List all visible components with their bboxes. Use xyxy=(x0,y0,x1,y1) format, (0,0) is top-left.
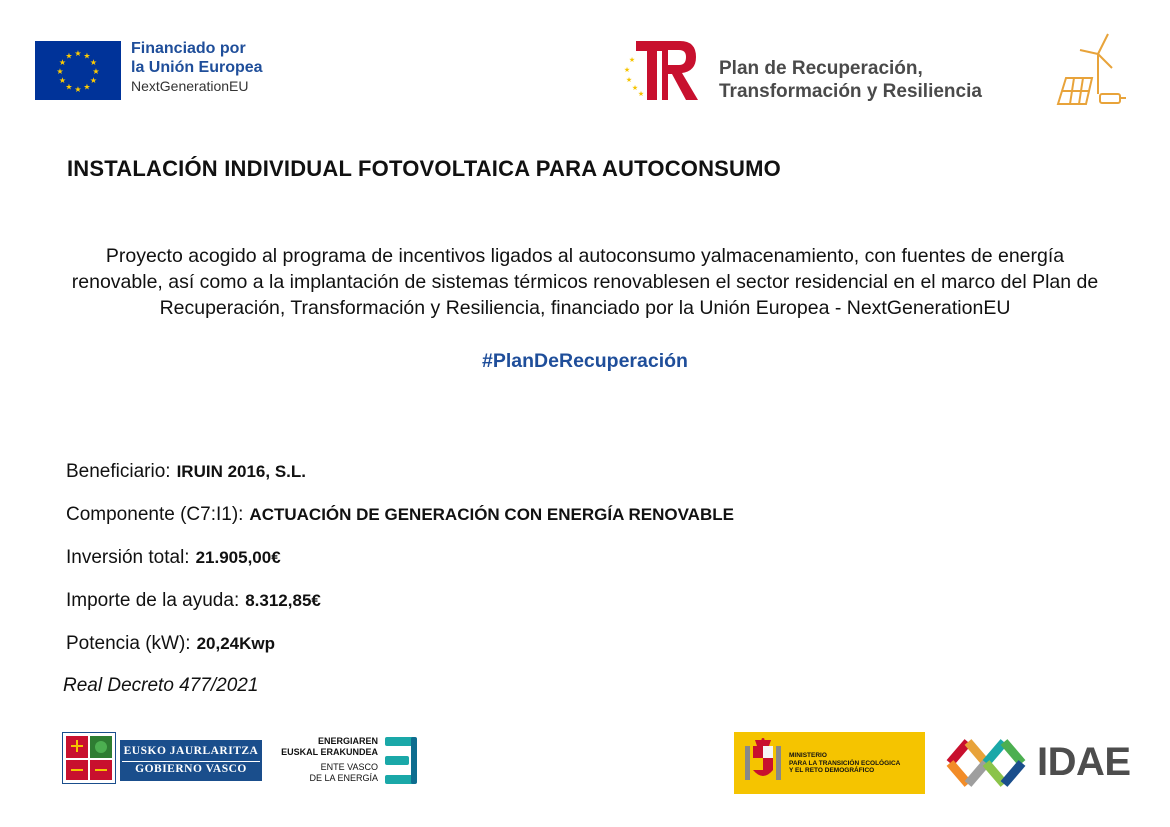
svg-text:★: ★ xyxy=(58,76,67,85)
plan-line: Transformación y Resiliencia xyxy=(719,81,982,102)
svg-text:★: ★ xyxy=(89,58,98,67)
plan-recuperacion-text xyxy=(719,57,982,103)
eve-logo-text xyxy=(270,736,378,783)
eve-line: ENTE VASCO xyxy=(320,762,378,772)
real-decreto: Real Decreto 477/2021 xyxy=(63,675,259,696)
hashtag: #PlanDeRecuperación xyxy=(482,350,688,372)
eu-nextgen-line: NextGenerationEU xyxy=(131,78,249,94)
field-value: ACTUACIÓN DE GENERACIÓN CON ENERGÍA RENOVABLE xyxy=(249,505,734,524)
field-value: IRUIN 2016, S.L. xyxy=(176,462,306,481)
field-beneficiario xyxy=(66,461,306,483)
svg-text:★: ★ xyxy=(58,58,67,67)
page-title: INSTALACIÓN INDIVIDUAL FOTOVOLTAICA PARA AUTOCONSUMO xyxy=(67,156,781,181)
field-label: Componente (C7:I1): xyxy=(66,504,244,525)
field-label: Beneficiario: xyxy=(66,461,171,482)
field-label: Potencia (kW): xyxy=(66,633,191,654)
svg-text:★: ★ xyxy=(83,51,91,61)
plan-recuperacion-logo-icon xyxy=(622,40,702,102)
field-potencia xyxy=(66,633,275,655)
svg-text:★: ★ xyxy=(83,82,91,92)
field-label: Inversión total: xyxy=(66,547,190,568)
field-inversion xyxy=(66,547,281,569)
svg-text:★: ★ xyxy=(56,67,64,76)
svg-text:★: ★ xyxy=(625,76,633,84)
ministerio-text xyxy=(789,752,900,775)
gv-line: EUSKO JAURLARITZA xyxy=(123,745,259,757)
eu-flag-icon xyxy=(35,41,121,100)
eu-funding-line: la Unión Europea xyxy=(131,59,263,76)
svg-text:★: ★ xyxy=(628,56,636,64)
field-value: 8.312,85€ xyxy=(245,591,321,610)
eu-funding-text xyxy=(131,39,263,96)
svg-text:★: ★ xyxy=(623,66,631,74)
plan-line: Plan de Recuperación, xyxy=(719,58,923,79)
svg-text:★: ★ xyxy=(89,76,98,85)
svg-text:★: ★ xyxy=(65,51,73,61)
svg-text:★: ★ xyxy=(74,85,82,94)
field-importe xyxy=(66,590,321,612)
ministerio-line: MINISTERIO xyxy=(789,752,827,759)
field-value: 21.905,00€ xyxy=(195,548,281,567)
field-value: 20,24Kwp xyxy=(196,634,276,653)
eve-logo-icon xyxy=(383,735,419,787)
ministerio-line: PARA LA TRANSICIÓN ECOLÓGICA xyxy=(789,759,901,767)
eve-line: EUSKAL ERAKUNDEA xyxy=(281,746,378,757)
eve-line: ENERGIAREN xyxy=(317,736,378,746)
idae-logo-text: IDAE xyxy=(1037,740,1131,784)
gobierno-vasco-shield-icon xyxy=(62,732,116,784)
idae-logo-icon xyxy=(940,732,1032,794)
field-label: Importe de la ayuda: xyxy=(66,590,240,611)
field-componente xyxy=(66,504,734,526)
svg-text:★: ★ xyxy=(637,90,645,98)
spain-coat-of-arms-icon xyxy=(741,738,785,788)
eu-funding-line: Financiado por xyxy=(131,40,246,57)
svg-text:★: ★ xyxy=(65,82,73,92)
gobierno-vasco-logo xyxy=(120,740,262,781)
svg-text:★: ★ xyxy=(74,49,82,58)
gv-line: GOBIERNO VASCO xyxy=(122,761,260,775)
project-description: Proyecto acogido al programa de incentivos ligados al autoconsumo yalmacenamiento, con fuentes de energía renovable, así como a la implantación de sistemas térmicos renovablesen el sector residencial en el marco del Plan de Recuperación, Transformación y Resiliencia, financiado por la Unión Europea - NextGenerationEU xyxy=(71,245,1099,319)
eve-line: DE LA ENERGÍA xyxy=(309,772,378,783)
ministerio-line: Y EL RETO DEMOGRÁFICO xyxy=(789,767,875,774)
svg-text:★: ★ xyxy=(92,67,100,76)
svg-text:★: ★ xyxy=(631,84,639,92)
solar-wind-icon xyxy=(1050,32,1130,108)
